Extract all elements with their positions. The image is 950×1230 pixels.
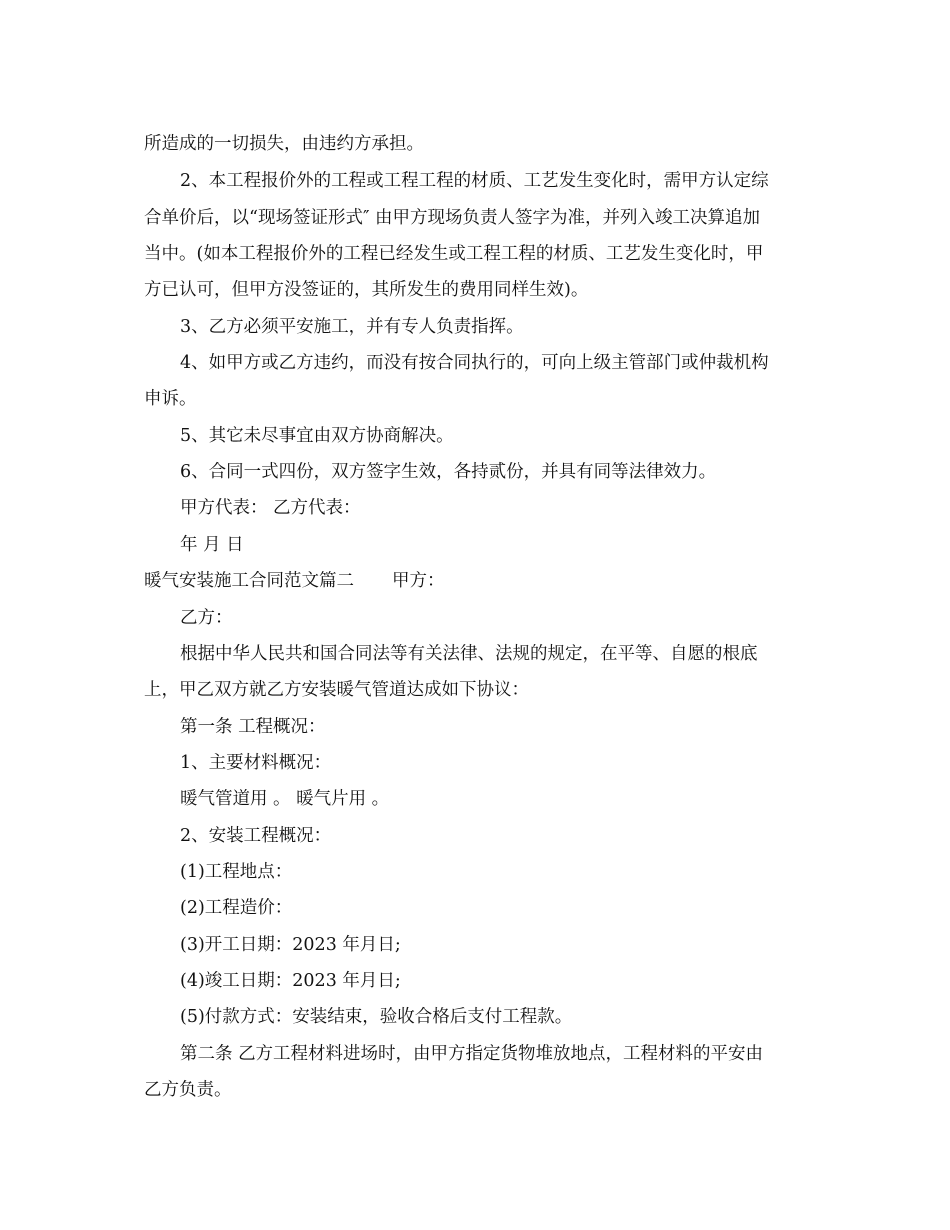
section-title: 暖气安装施工合同范文篇二 — [144, 571, 354, 591]
text-line: 乙方负责。 — [144, 1080, 232, 1100]
text-line: 年 月 日 — [180, 535, 244, 555]
text-line: 合单价后，以“现场签证形式″ 由甲方现场负责人签字为准，并列入竣工决算追加 — [144, 208, 761, 228]
text-line: 2、安装工程概况： — [180, 826, 332, 846]
text-line: 4、如甲方或乙方违约，而没有按合同执行的，可向上级主管部门或仲裁机构 — [180, 353, 769, 373]
text-line: 暖气管道用 。 暖气片用 。 — [180, 789, 390, 809]
text-line: (5)付款方式：安装结束，验收合格后支付工程款。 — [180, 1007, 573, 1027]
text-line: 申诉。 — [144, 389, 197, 409]
text-line: 第二条 乙方工程材料进场时，由甲方指定货物堆放地点，工程材料的平安由 — [180, 1044, 764, 1064]
text-line: 5、其它未尽事宜由双方协商解决。 — [180, 426, 454, 446]
text-line: 当中。(如本工程报价外的工程已经发生或工程工程的材质、工艺发生变化时，甲 — [144, 244, 764, 264]
text-line: 3、乙方必须平安施工，并有专人负责指挥。 — [180, 317, 524, 337]
party-a-label: 甲方： — [392, 571, 445, 591]
text-line: (3)开工日期：2023 年月日; — [180, 935, 401, 955]
text-line: 根据中华人民共和国合同法等有关法律、法规的规定，在平等、自愿的根底 — [180, 644, 758, 664]
section-heading-line — [144, 570, 445, 592]
text-line: (4)竣工日期：2023 年月日; — [180, 971, 401, 991]
text-line: 6、合同一式四份，双方签字生效，各持贰份，并具有同等法律效力。 — [180, 462, 717, 482]
text-line: 乙方： — [180, 608, 233, 628]
text-line: 甲方代表： 乙方代表： — [180, 498, 361, 518]
text-line: 上，甲乙双方就乙方安装暖气管道达成如下协议： — [144, 680, 529, 700]
text-line: 第一条 工程概况： — [180, 717, 326, 737]
text-line: 方已认可，但甲方没签证的，其所发生的费用同样生效)。 — [144, 280, 589, 300]
text-line: (2)工程造价： — [180, 898, 293, 918]
text-line: (1)工程地点： — [180, 862, 293, 882]
text-line: 1、主要材料概况： — [180, 753, 332, 773]
text-line: 2、本工程报价外的工程或工程工程的材质、工艺发生变化时，需甲方认定综 — [180, 171, 769, 191]
text-line: 所造成的一切损失，由违约方承担。 — [144, 134, 424, 154]
